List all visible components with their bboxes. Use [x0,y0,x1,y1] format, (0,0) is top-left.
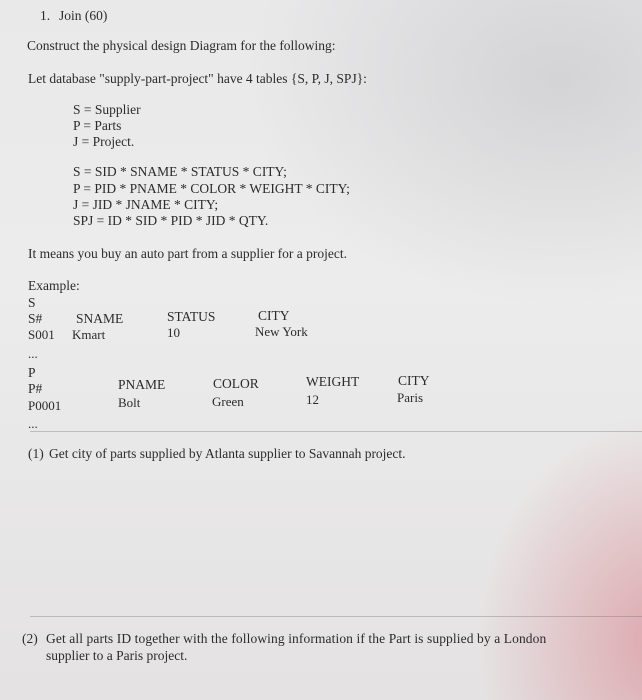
definition-j: J = Project. [73,134,135,149]
s-header-sname: SNAME [76,311,124,326]
task-2-label: (2) [22,631,38,646]
s-cell-sname: Kmart [72,327,106,342]
intro-text: Let database "supply-part-project" have 4 tables {S, P, J, SPJ}: [28,71,367,86]
schema-spj: SPJ = ID * SID * PID * JID * QTY. [73,213,269,228]
s-cell-sid: S001 [28,327,55,342]
schema-s: S = SID * SNAME * STATUS * CITY; [73,164,287,179]
task-2-line-2: supplier to a Paris project. [46,648,188,663]
p-header-weight: WEIGHT [306,374,360,389]
instruction-text: Construct the physical design Diagram for the following: [27,38,336,53]
p-cell-pid: P0001 [28,398,62,413]
schema-j: J = JID * JNAME * CITY; [73,197,219,212]
ellipsis-p: ... [28,416,38,431]
s-cell-status: 10 [167,325,180,340]
p-header-pname: PNAME [118,377,166,392]
definition-p: P = Parts [73,118,122,133]
s-header-city: CITY [258,308,290,323]
p-header-color: COLOR [213,376,259,391]
ellipsis-s: ... [28,346,38,361]
definition-s: S = Supplier [73,102,141,117]
s-header-sid: S# [28,311,43,326]
task-1-text: Get city of parts supplied by Atlanta supplier to Savannah project. [49,446,406,461]
task-1-label: (1) [28,446,44,461]
s-header-status: STATUS [167,309,216,324]
meaning-text: It means you buy an auto part from a supplier for a project. [28,246,348,261]
question-number: 1. [40,8,51,23]
question-title: Join (60) [59,8,108,23]
divider-top [30,431,642,432]
s-cell-city: New York [255,324,308,339]
p-table-name: P [28,365,36,380]
p-cell-city: Paris [397,390,423,405]
p-cell-color: Green [212,394,244,409]
schema-p: P = PID * PNAME * COLOR * WEIGHT * CITY; [73,181,350,196]
example-label: Example: [28,278,80,293]
divider-middle [30,616,642,617]
p-cell-weight: 12 [306,392,319,407]
s-table-name: S [28,295,36,310]
p-cell-pname: Bolt [118,395,141,410]
task-2-line-1: Get all parts ID together with the following information if the Part is supplied by a London [46,631,547,646]
p-header-pid: P# [28,381,43,396]
p-header-city: CITY [398,373,430,388]
